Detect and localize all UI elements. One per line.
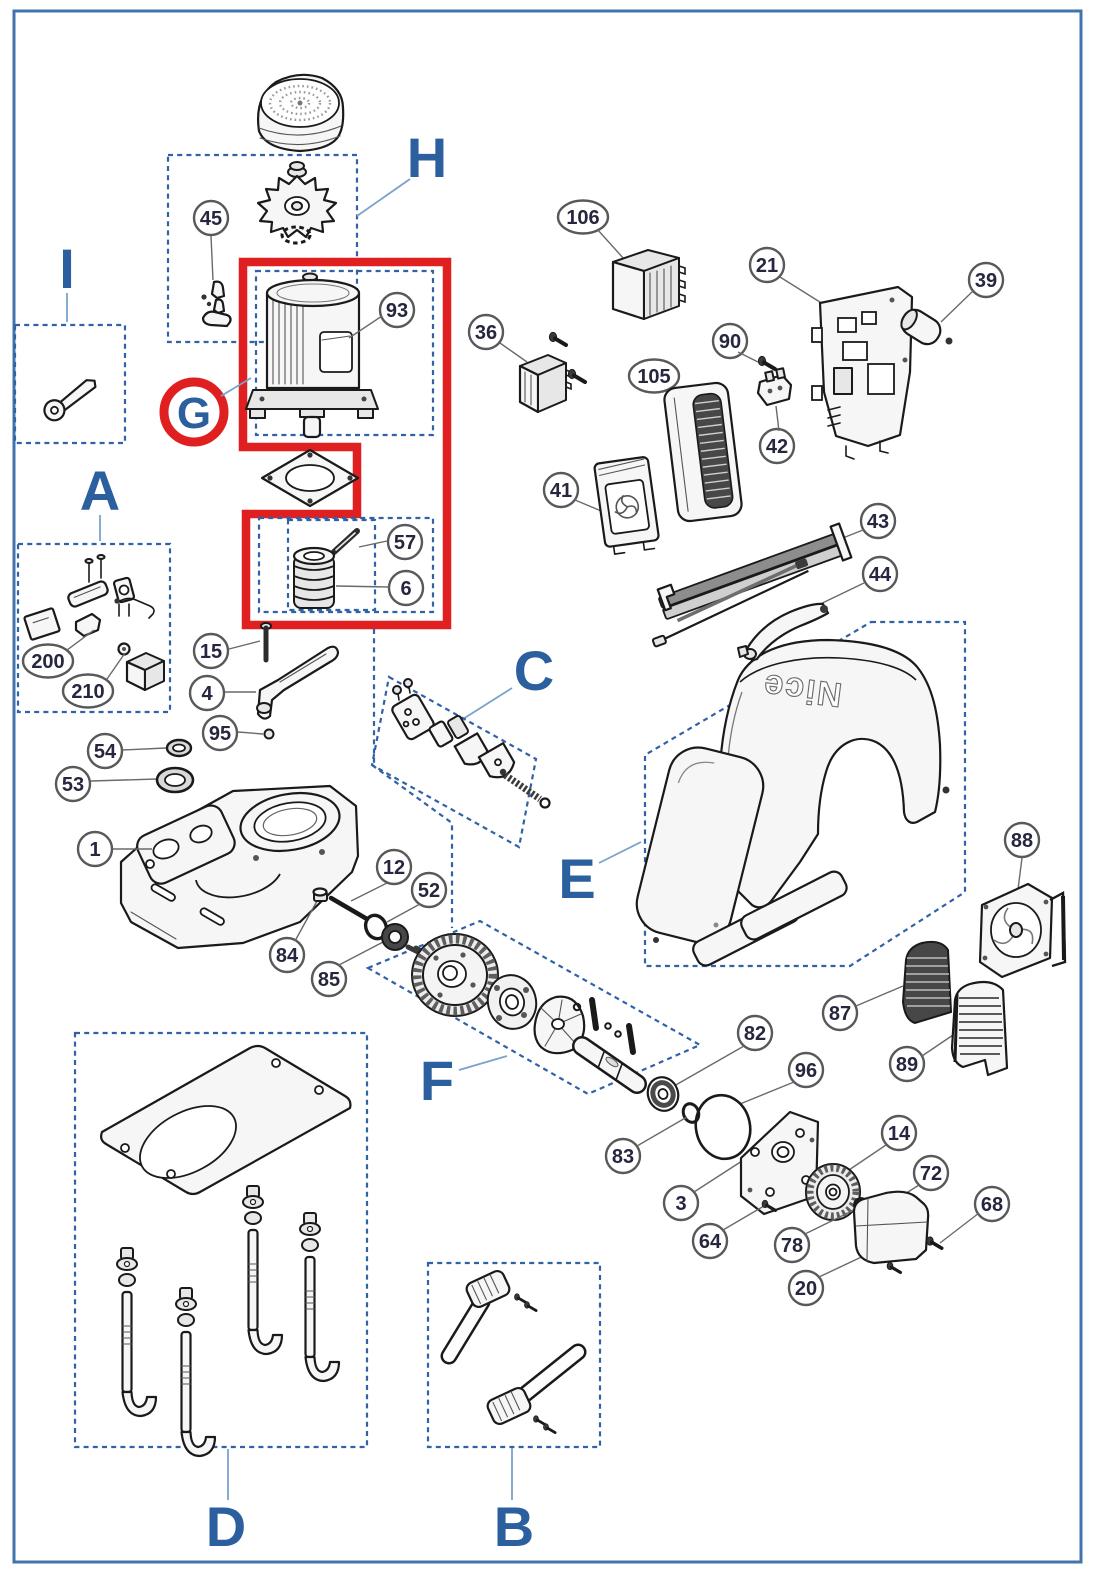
part-screw-90: [758, 356, 775, 369]
part-seal-ring: [382, 924, 408, 950]
part-seal-small: [167, 740, 191, 756]
svg-text:3: 3: [675, 1193, 687, 1215]
part-worm-spring: [294, 548, 334, 608]
callout-106: [558, 201, 624, 260]
section-c-leader: [463, 688, 512, 719]
section-d-label: D: [205, 1495, 247, 1558]
part-screw-36b: [568, 369, 585, 382]
callout-95: [203, 716, 263, 750]
callout-39: [941, 263, 1003, 322]
svg-text:45: 45: [199, 208, 223, 230]
callout-4: [190, 676, 256, 710]
part-fan-board: [594, 457, 660, 556]
part-grille-outer: [952, 982, 1007, 1075]
part-screw-36a: [549, 332, 566, 345]
svg-text:85: 85: [317, 969, 341, 991]
svg-text:44: 44: [868, 564, 892, 586]
part-fan-rotor: [258, 162, 336, 243]
part-motor: [246, 274, 378, 438]
svg-text:41: 41: [549, 480, 573, 502]
part-bearing: [643, 1073, 683, 1115]
part-plug: [314, 889, 328, 902]
section-c-label: C: [513, 639, 555, 702]
part-lock-block: [127, 653, 164, 690]
section-i-box: [15, 325, 125, 443]
svg-text:4: 4: [201, 683, 213, 705]
callout-57: [359, 525, 422, 559]
callout-64: [693, 1206, 764, 1258]
part-pinion-cover: [854, 1192, 928, 1273]
svg-text:89: 89: [895, 1054, 919, 1076]
part-slide-rail: [637, 524, 857, 647]
part-transformer: [613, 250, 685, 319]
callout-85: [312, 941, 385, 996]
svg-text:82: 82: [743, 1023, 767, 1045]
callout-54: [88, 734, 166, 768]
part-anchor-bolt-1: [117, 1248, 156, 1416]
svg-text:42: 42: [765, 436, 789, 458]
section-e-leader: [599, 842, 641, 863]
svg-text:90: 90: [718, 331, 742, 353]
section-a-label: A: [79, 459, 121, 522]
fan-grille-group: [823, 823, 1065, 1081]
part-control-board: [812, 287, 912, 459]
svg-text:21: 21: [755, 255, 779, 277]
part-foundation-plate: [101, 1046, 350, 1194]
part-cable-clamp: [758, 368, 791, 405]
callout-15: [194, 634, 260, 668]
svg-text:106: 106: [566, 207, 600, 229]
part-screw-68: [927, 1237, 942, 1248]
section-e-label: E: [558, 847, 596, 910]
part-anchor-bolt-4: [300, 1213, 339, 1381]
part-vent-door: [663, 382, 743, 523]
callout-12: [351, 850, 411, 901]
callout-3: [664, 1161, 742, 1220]
part-seal-large: [157, 768, 193, 792]
svg-text:87: 87: [828, 1003, 852, 1025]
svg-text:88: 88: [1010, 830, 1034, 852]
callout-45: [194, 201, 228, 280]
svg-text:83: 83: [611, 1146, 635, 1168]
section-a: [18, 459, 170, 712]
part-output-shaft: [582, 1046, 637, 1084]
part-grille-inner: [903, 942, 951, 1023]
release-lever-group: [56, 623, 338, 801]
svg-text:64: 64: [698, 1231, 722, 1253]
callout-96: [740, 1053, 823, 1104]
part-brush-kit: [201, 282, 230, 326]
cover-brand-text: Nice: [760, 666, 844, 714]
part-release-handle-2: [485, 1352, 578, 1433]
part-main-gear: [412, 934, 498, 1016]
callout-21: [750, 248, 831, 309]
svg-text:36: 36: [474, 322, 498, 344]
section-i: [15, 237, 125, 443]
part-cap: [258, 75, 343, 151]
housing-group: [78, 786, 446, 996]
svg-text:210: 210: [71, 681, 105, 703]
callout-44: [812, 557, 897, 608]
callout-87: [823, 986, 903, 1030]
part-terminal-box: [520, 355, 571, 412]
svg-text:68: 68: [980, 1194, 1004, 1216]
callout-42: [760, 406, 794, 463]
svg-text:39: 39: [974, 270, 998, 292]
svg-text:84: 84: [275, 945, 299, 967]
callout-36: [469, 315, 527, 362]
svg-text:200: 200: [31, 651, 65, 673]
section-d: [75, 1033, 367, 1558]
svg-text:95: 95: [208, 723, 232, 745]
part-anchor-bolt-2: [176, 1288, 215, 1456]
svg-text:15: 15: [199, 641, 223, 663]
part-shaft-pin: [331, 898, 367, 919]
section-b-label: B: [493, 1495, 535, 1558]
svg-text:20: 20: [794, 1278, 818, 1300]
part-cap-nub: [265, 730, 274, 739]
callout-68: [940, 1187, 1009, 1243]
part-cooling-fan: [980, 884, 1065, 977]
svg-text:78: 78: [780, 1235, 804, 1257]
section-g-label: G: [176, 389, 212, 438]
section-f-label: F: [419, 1049, 455, 1112]
callout-89: [890, 1033, 956, 1081]
part-pin: [334, 531, 357, 552]
part-release-handle-1: [449, 1269, 536, 1356]
section-b: [428, 1263, 600, 1558]
section-h-label: H: [406, 126, 448, 189]
section-i-label: I: [59, 237, 75, 300]
callout-6: [336, 571, 423, 605]
svg-text:105: 105: [637, 366, 671, 388]
svg-text:1: 1: [89, 839, 101, 861]
svg-text:53: 53: [61, 774, 85, 796]
svg-text:96: 96: [794, 1060, 818, 1082]
svg-text:14: 14: [887, 1123, 911, 1145]
svg-text:6: 6: [400, 578, 412, 600]
part-release-lever: [257, 647, 338, 719]
part-release-key: [40, 377, 103, 424]
part-housing: [121, 786, 358, 948]
svg-text:54: 54: [93, 741, 117, 763]
callout-83: [606, 1117, 687, 1173]
part-spring: [505, 775, 540, 799]
output-bearing-group: [606, 1016, 1009, 1305]
svg-text:43: 43: [866, 511, 890, 533]
section-h-leader: [357, 179, 410, 216]
svg-text:12: 12: [382, 857, 406, 879]
section-f-leader: [459, 1056, 507, 1070]
svg-text:72: 72: [919, 1163, 943, 1185]
part-gasket: [262, 450, 358, 506]
svg-text:52: 52: [417, 880, 441, 902]
callout-14: [843, 1116, 916, 1174]
callout-90: [713, 324, 758, 362]
svg-text:57: 57: [393, 532, 417, 554]
part-anchor-bolt-3: [243, 1186, 282, 1354]
section-e: [558, 622, 965, 969]
svg-text:93: 93: [385, 300, 409, 322]
callout-53: [56, 767, 157, 801]
